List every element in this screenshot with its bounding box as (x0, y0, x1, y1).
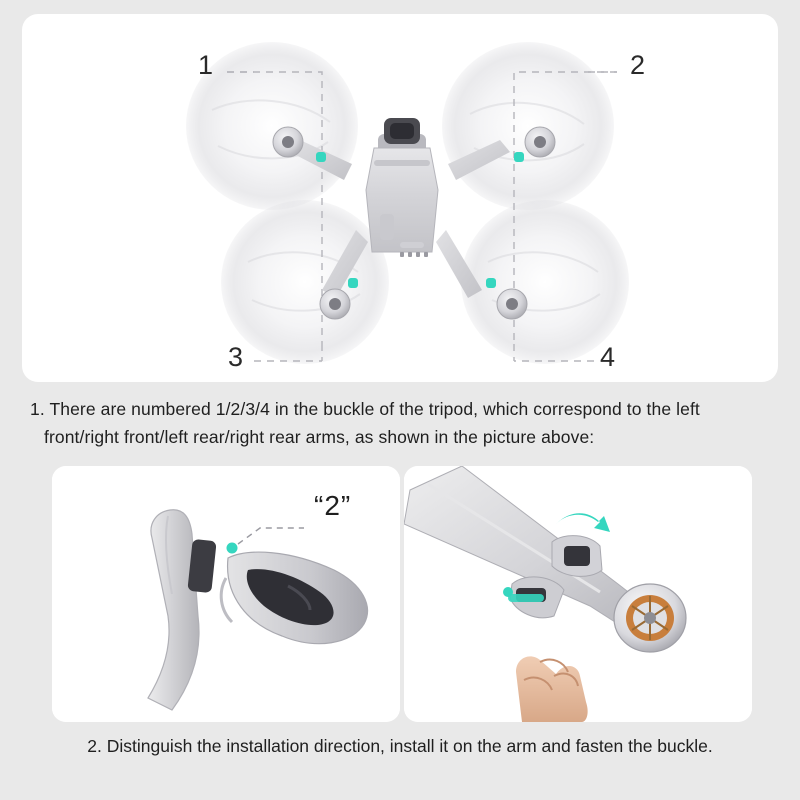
drone-illustration (22, 14, 778, 382)
buckle-number-callout: “2” (314, 490, 352, 521)
label-number-4: 4 (600, 342, 616, 372)
drone-diagram-panel (22, 14, 778, 382)
label-number-3: 3 (228, 342, 244, 372)
step-1-line-2: front/right front/left rear/right rear arms, as shown in the picture above: (44, 427, 595, 448)
step-2-caption: 2. Distinguish the installation direction, install it on the arm and fasten the buckle. (87, 736, 713, 756)
step-1-caption (30, 395, 774, 452)
installation-illustration (404, 466, 752, 722)
buckle-closeup-panel (52, 466, 400, 722)
label-number-2: 2 (630, 50, 646, 80)
motor-assembly (614, 584, 686, 652)
drone-body (366, 118, 438, 257)
drone-stage (22, 14, 778, 382)
installation-panel (404, 466, 752, 722)
label-number-1: 1 (198, 50, 214, 80)
step-1-line-1: 1. There are numbered 1/2/3/4 in the buckle of the tripod, which correspond to the left (30, 399, 700, 419)
